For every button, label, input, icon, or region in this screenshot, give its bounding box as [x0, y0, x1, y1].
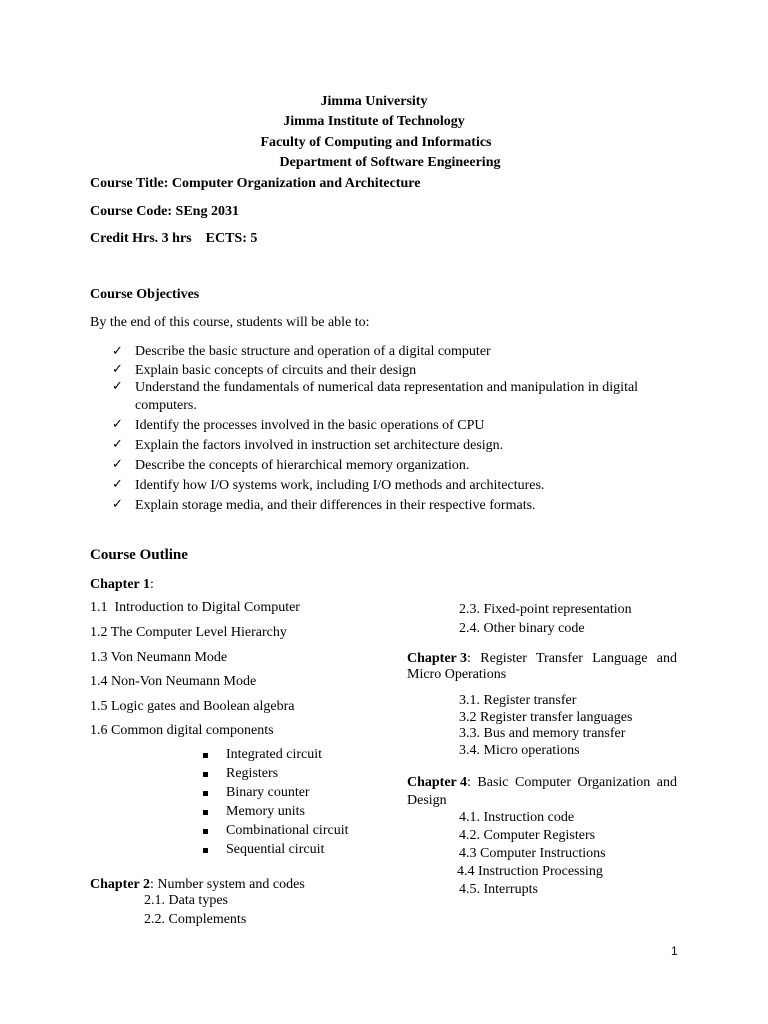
chapter-3-item: 3.2 Register transfer languages	[459, 710, 633, 725]
square-bullet-icon	[203, 791, 208, 796]
checkmark-icon: ✓	[112, 378, 123, 393]
checkmark-icon: ✓	[112, 476, 123, 491]
square-bullet-icon	[203, 810, 208, 815]
chapter-4-heading	[407, 775, 677, 791]
chapter-4-item: 4.4 Instruction Processing	[457, 864, 603, 879]
checkmark-icon: ✓	[112, 343, 123, 358]
chapter-4-item: 4.3 Computer Instructions	[459, 846, 606, 861]
chapter-2-item: 2.3. Fixed-point representation	[459, 602, 632, 617]
chapter-4-item: 4.5. Interrupts	[459, 882, 538, 897]
checkmark-icon: ✓	[112, 361, 123, 376]
chapter-3-title-continued: Micro Operations	[407, 667, 507, 682]
chapter-3-item: 3.4. Micro operations	[459, 743, 580, 758]
component-item: Registers	[226, 766, 279, 781]
faculty-name: Faculty of Computing and Informatics	[260, 135, 492, 150]
chapter-1-item: 1.3 Von Neumann Mode	[90, 650, 228, 665]
objectives-heading: Course Objectives	[90, 287, 200, 302]
objective-item: Explain the factors involved in instruction set architecture design.	[135, 438, 504, 453]
course-code: Course Code: SEng 2031	[90, 204, 239, 219]
checkmark-icon: ✓	[112, 496, 123, 511]
course-credit: Credit Hrs. 3 hrs ECTS: 5	[90, 231, 258, 246]
objective-item: Explain storage media, and their differences in their respective formats.	[135, 498, 536, 513]
chapter-2-title: : Number system and codes	[150, 877, 305, 892]
checkmark-icon: ✓	[112, 456, 123, 471]
chapter-1-item: 1.6 Common digital components	[90, 723, 274, 738]
chapter-4-label: Chapter 4	[407, 775, 468, 790]
chapter-4-item: 4.2. Computer Registers	[459, 828, 596, 843]
component-item: Sequential circuit	[226, 842, 325, 857]
chapter-4-item: 4.1. Instruction code	[459, 810, 575, 825]
department-name: Department of Software Engineering	[279, 155, 501, 170]
chapter-1-item: 1.4 Non-Von Neumann Mode	[90, 674, 257, 689]
checkmark-icon: ✓	[112, 436, 123, 451]
chapter-2-item: 2.4. Other binary code	[459, 621, 585, 636]
chapter-2-heading	[90, 877, 305, 893]
objective-item: Identify the processes involved in the basic operations of CPU	[135, 418, 485, 433]
chapter-4-title-continued: Design	[407, 793, 447, 808]
chapter-2-item: 2.1. Data types	[144, 893, 228, 908]
university-name: Jimma University	[320, 94, 428, 109]
component-item: Integrated circuit	[226, 747, 323, 762]
objective-item: Describe the basic structure and operation of a digital computer	[135, 344, 491, 359]
chapter-2-item: 2.2. Complements	[144, 912, 247, 927]
chapter-3-item: 3.1. Register transfer	[459, 693, 577, 708]
chapter-1-item: 1.5 Logic gates and Boolean algebra	[90, 699, 295, 714]
chapter-2-label: Chapter 2	[90, 877, 151, 892]
objective-item: Identify how I/O systems work, including I/O methods and architectures.	[135, 478, 545, 493]
course-title: Course Title: Computer Organization and Architecture	[90, 176, 421, 191]
square-bullet-icon	[203, 772, 208, 777]
checkmark-icon: ✓	[112, 416, 123, 431]
objectives-intro: By the end of this course, students will be able to:	[90, 315, 370, 330]
chapter-1-item: 1.1 Introduction to Digital Computer	[90, 600, 300, 615]
square-bullet-icon	[203, 829, 208, 834]
chapter-3-heading	[407, 651, 677, 667]
chapter-3-label: Chapter 3	[407, 651, 468, 666]
institute-name: Jimma Institute of Technology	[283, 114, 465, 129]
chapter-4-title: : Basic Computer Organization and	[467, 775, 677, 790]
objective-item: Explain basic concepts of circuits and their design	[135, 363, 417, 378]
chapter-1-item: 1.2 The Computer Level Hierarchy	[90, 625, 287, 640]
objective-item: Describe the concepts of hierarchical memory organization.	[135, 458, 470, 473]
chapter-1-colon: :	[150, 577, 154, 592]
objective-item: Understand the fundamentals of numerical data representation and manipulation in digital	[135, 380, 639, 395]
component-item: Memory units	[226, 804, 305, 819]
page-number: 1	[671, 944, 678, 958]
chapter-1-label: Chapter 1	[90, 577, 151, 592]
chapter-1-heading	[90, 577, 154, 593]
chapter-3-item: 3.3. Bus and memory transfer	[459, 726, 626, 741]
outline-heading: Course Outline	[90, 547, 188, 563]
objective-item-continuation: computers.	[135, 398, 197, 413]
component-item: Binary counter	[226, 785, 310, 800]
square-bullet-icon	[203, 753, 208, 758]
chapter-3-title: : Register Transfer Language and	[467, 651, 677, 666]
component-item: Combinational circuit	[226, 823, 349, 838]
square-bullet-icon	[203, 848, 208, 853]
